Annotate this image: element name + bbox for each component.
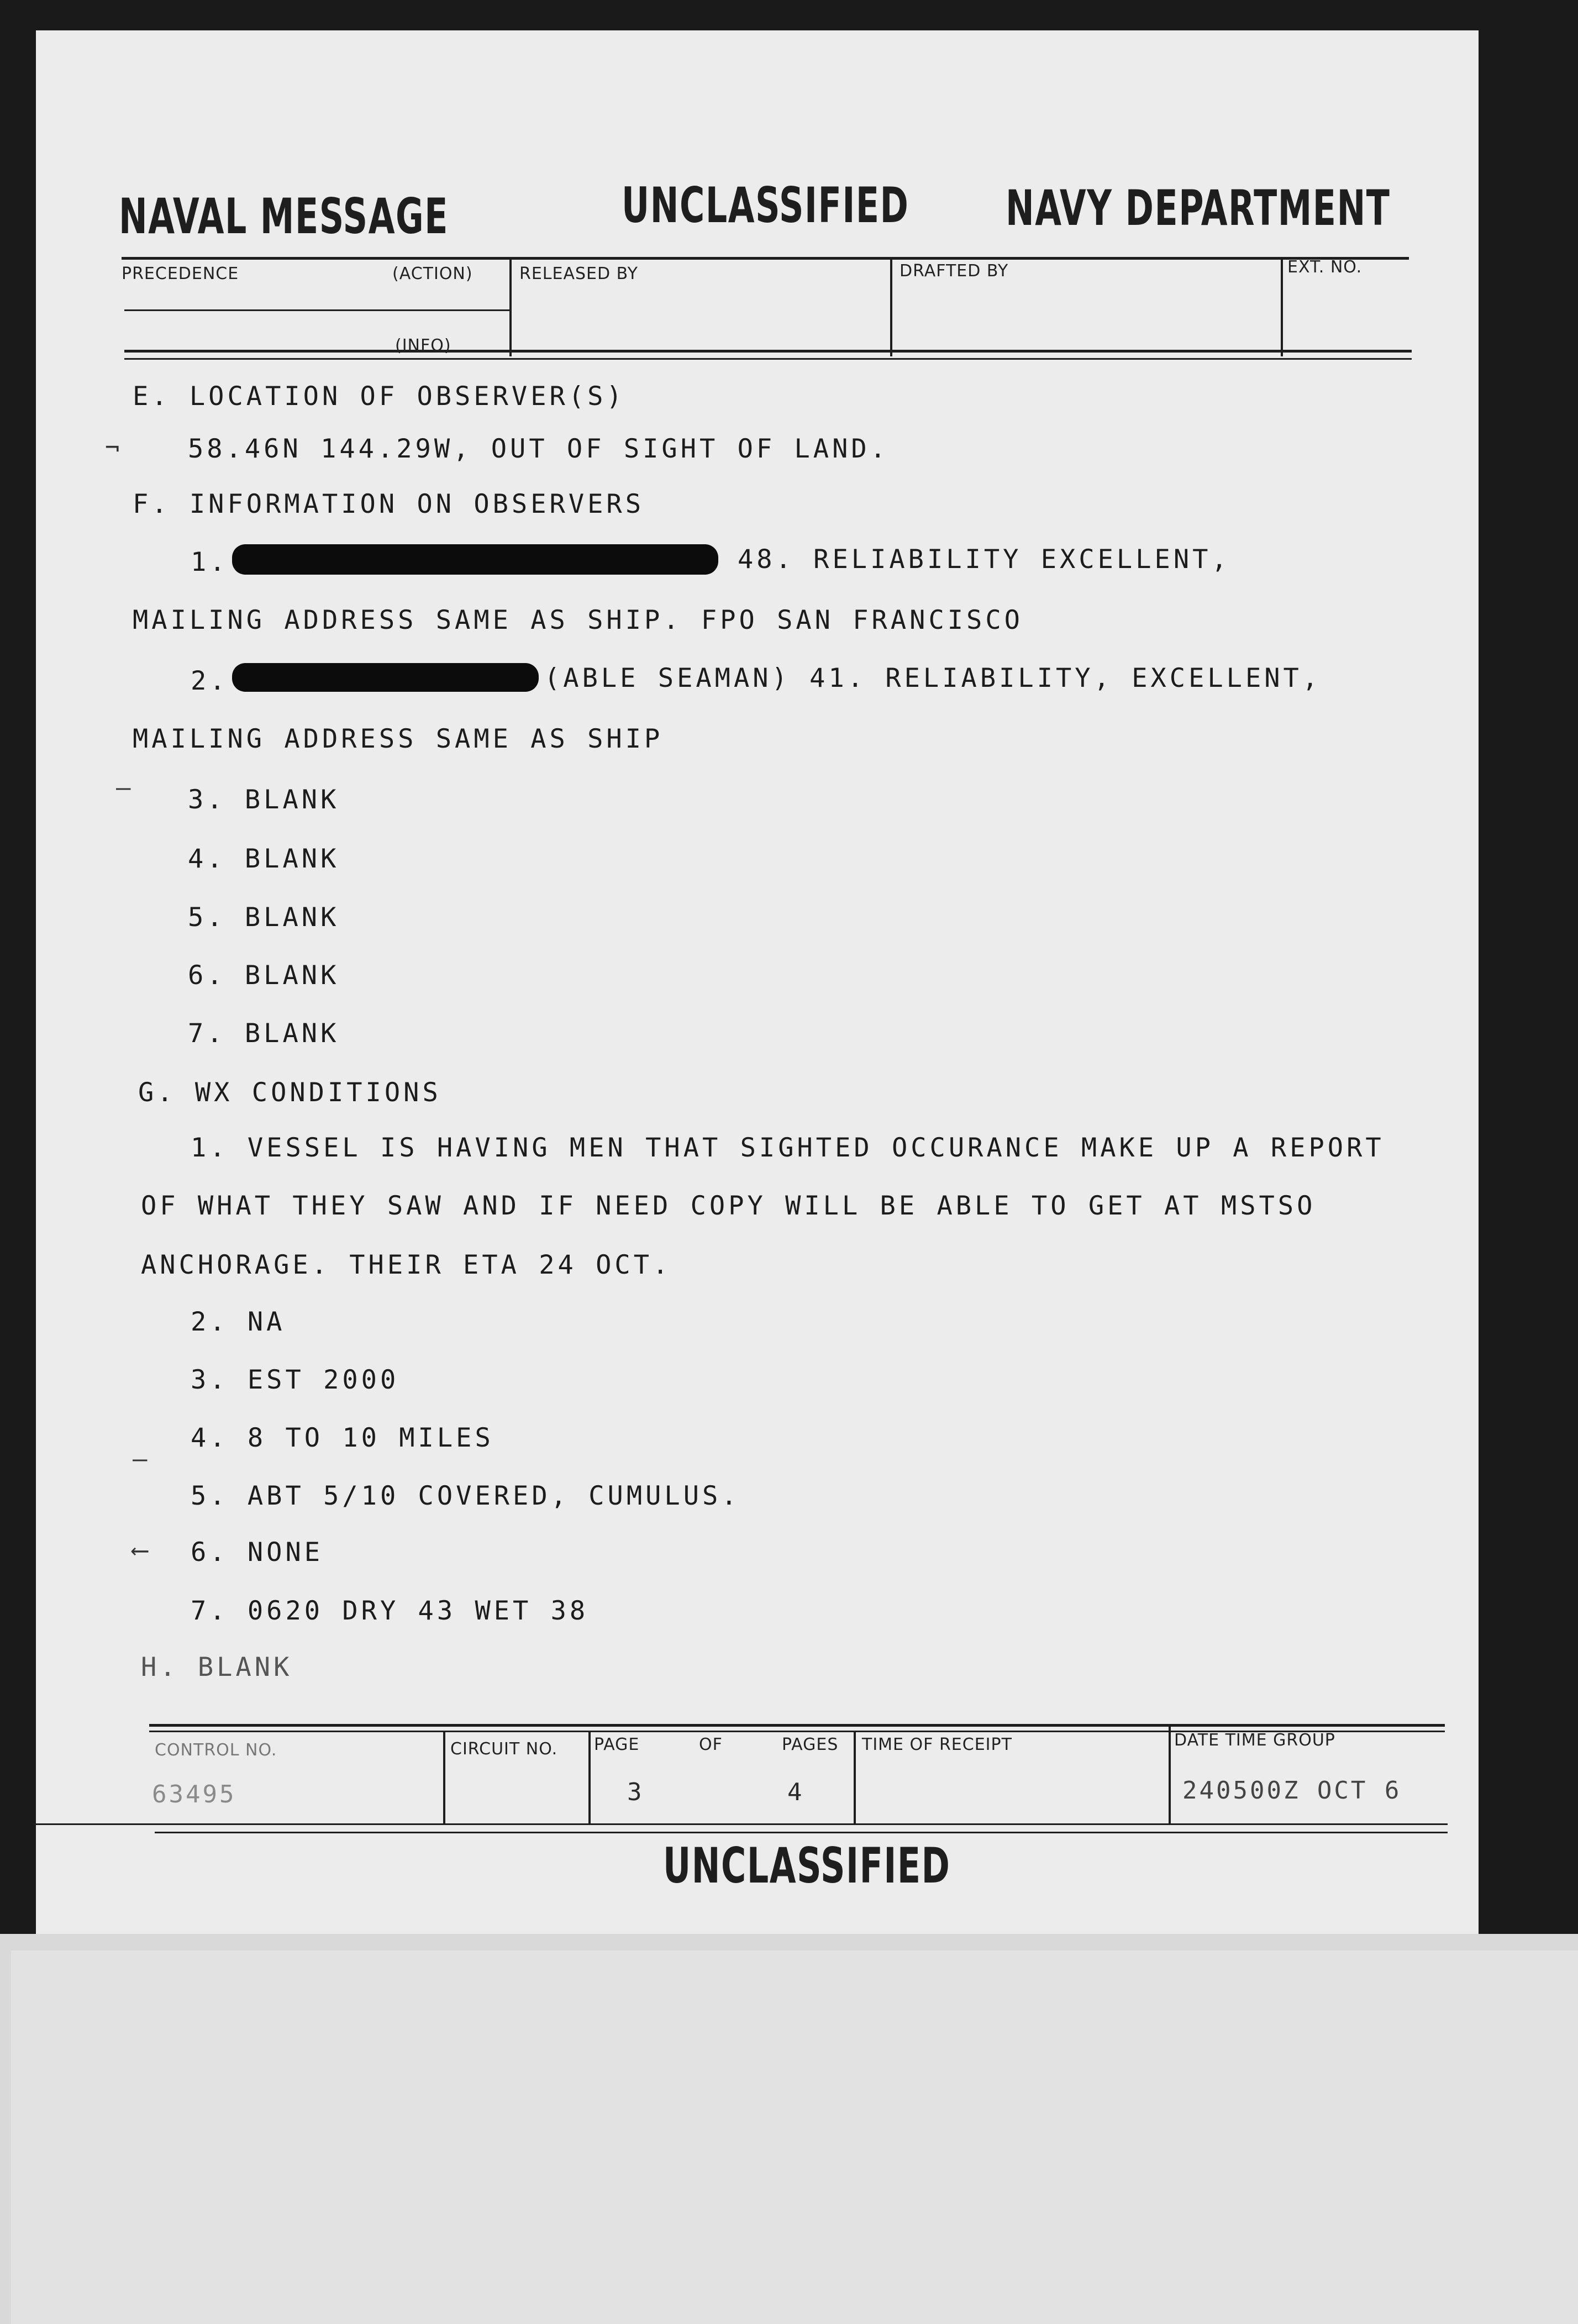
control-no-label: CONTROL NO. xyxy=(155,1741,277,1760)
control-no-value: 63495 xyxy=(152,1780,236,1808)
line-location: 58.46N 144.29W, OUT OF SIGHT OF LAND. xyxy=(188,434,889,464)
line-g3: 3. EST 2000 xyxy=(191,1365,399,1395)
line-f6: 6. BLANK xyxy=(188,960,340,991)
of-label: OF xyxy=(699,1735,723,1754)
footer-classification: UNCLASSIFIED xyxy=(663,1837,951,1894)
line-g2: 2. NA xyxy=(191,1307,286,1337)
top-form-top-rule xyxy=(122,257,1409,260)
line-e-heading: E. LOCATION OF OBSERVER(S) xyxy=(133,381,625,412)
precedence-label: PRECEDENCE xyxy=(122,264,239,283)
bottom-form-divider-4 xyxy=(1169,1727,1171,1823)
lower-paper xyxy=(0,1934,1578,2324)
line-f5: 5. BLANK xyxy=(188,902,340,933)
lower-paper-inner xyxy=(11,1950,1578,2324)
date-time-group-value: 240500Z OCT 6 xyxy=(1182,1776,1402,1805)
bottom-form-divider-1 xyxy=(443,1732,445,1823)
line-f-heading: F. INFORMATION ON OBSERVERS xyxy=(133,489,645,519)
margin-arrow-mark: ⟵ xyxy=(133,1536,148,1564)
bottom-form-divider-3 xyxy=(854,1732,856,1823)
line-h: H. BLANK xyxy=(141,1652,293,1682)
line-g5: 5. ABT 5/10 COVERED, CUMULUS. xyxy=(191,1481,740,1511)
line-observer-1-address: MAILING ADDRESS SAME AS SHIP. FPO SAN FRANCISCO xyxy=(133,605,1023,635)
date-time-group-label: DATE TIME GROUP xyxy=(1174,1731,1335,1750)
bottom-form-top-rule xyxy=(149,1724,1445,1727)
time-of-receipt-label: TIME OF RECEIPT xyxy=(862,1735,1012,1754)
line-observer-2-address: MAILING ADDRESS SAME AS SHIP xyxy=(133,724,664,754)
redaction-bar-1 xyxy=(232,544,718,575)
bottom-form-divider-2 xyxy=(588,1732,591,1823)
pages-label: PAGES xyxy=(782,1735,839,1754)
observer-1-number: 1. xyxy=(191,547,229,577)
ext-no-label: EXT. NO. xyxy=(1287,257,1363,277)
margin-bracket-mark: ¬ xyxy=(105,434,120,462)
top-form-mid-rule xyxy=(124,309,511,311)
navy-department-title: NAVY DEPARTMENT xyxy=(1006,180,1391,236)
page-value: 3 xyxy=(627,1778,644,1806)
action-label: (ACTION) xyxy=(392,264,473,283)
classification-title: UNCLASSIFIED xyxy=(622,177,909,234)
circuit-no-label: CIRCUIT NO. xyxy=(450,1739,558,1759)
line-g4: 4. 8 TO 10 MILES xyxy=(191,1423,494,1453)
margin-tick-mark-1: – xyxy=(116,774,131,802)
line-g6: 6. NONE xyxy=(191,1537,324,1568)
line-g7: 7. 0620 DRY 43 WET 38 xyxy=(191,1596,589,1626)
line-g1: 1. VESSEL IS HAVING MEN THAT SIGHTED OCCURANCE MAKE UP A REPORT xyxy=(191,1133,1385,1163)
line-g1-cont-1: OF WHAT THEY SAW AND IF NEED COPY WILL BE ABLE TO GET AT MSTSO xyxy=(141,1191,1316,1221)
line-observer-2: (ABLE SEAMAN) 41. RELIABILITY, EXCELLENT, xyxy=(544,663,1322,693)
top-form-divider-2 xyxy=(890,258,892,356)
line-g1-cont-2: ANCHORAGE. THEIR ETA 24 OCT. xyxy=(141,1250,672,1280)
drafted-by-label: DRAFTED BY xyxy=(900,261,1009,281)
pages-value: 4 xyxy=(787,1778,804,1806)
redaction-bar-2 xyxy=(232,663,539,692)
top-form-bottom-rule xyxy=(124,350,1412,353)
top-form-divider-3 xyxy=(1281,258,1283,356)
line-f4: 4. BLANK xyxy=(188,844,340,874)
page-label: PAGE xyxy=(594,1735,640,1754)
info-label: (INFO) xyxy=(395,336,451,355)
margin-tick-mark-2: – xyxy=(133,1445,148,1473)
naval-message-title: NAVAL MESSAGE xyxy=(119,188,449,245)
line-observer-1: 48. RELIABILITY EXCELLENT, xyxy=(738,544,1230,575)
line-f7: 7. BLANK xyxy=(188,1018,340,1049)
line-f3: 3. BLANK xyxy=(188,785,340,815)
observer-2-number: 2. xyxy=(191,666,229,696)
bottom-form-bottom-rule-2 xyxy=(155,1832,1448,1833)
released-by-label: RELEASED BY xyxy=(519,264,638,283)
bottom-form-bottom-rule xyxy=(33,1823,1448,1825)
top-form-divider-1 xyxy=(509,258,512,356)
line-g-heading: G. WX CONDITIONS xyxy=(138,1077,441,1108)
top-form-bottom-rule-2 xyxy=(124,358,1412,360)
